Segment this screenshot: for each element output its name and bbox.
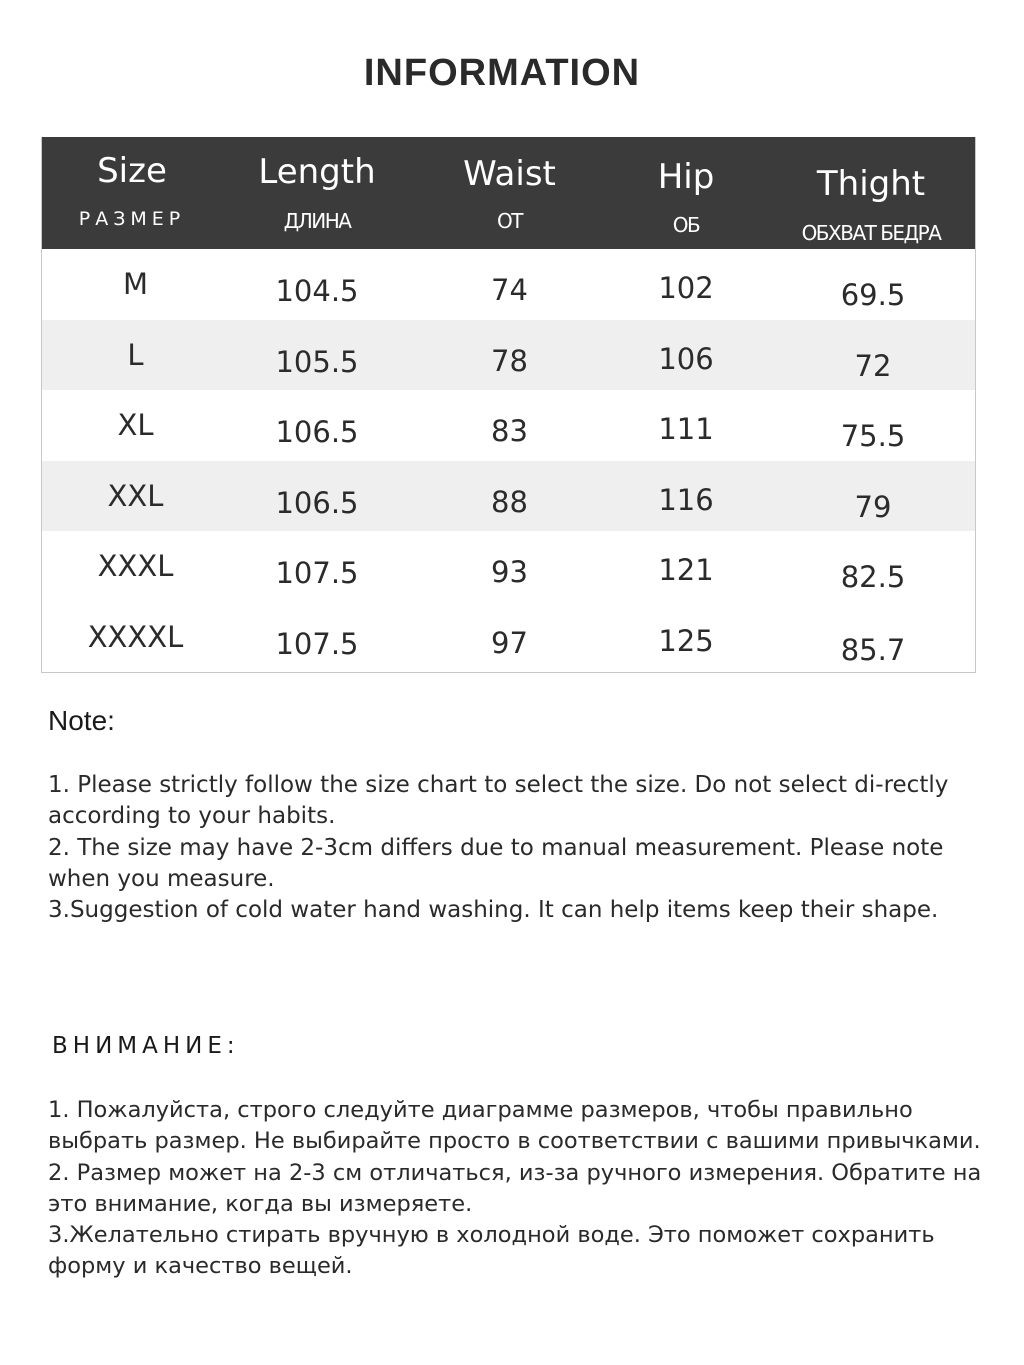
cell-size: M: [122, 267, 149, 301]
note-list: [48, 770, 978, 926]
cell-waist: 83: [491, 414, 528, 448]
cell-hip: 116: [658, 482, 714, 517]
note-item: 1. Please strictly follow the size chart to select the size. Do not select di-rectly according to your habits.: [48, 772, 949, 830]
cell-size: XXL: [107, 478, 164, 513]
cell-thight: 69.5: [840, 278, 906, 312]
ru-note-heading: ВНИМАНИЕ:: [52, 1033, 240, 1059]
ru-note-item: 3.Желательно стирать вручную в холодной воде. Это поможет сохранить форму и качество вещей.: [48, 1222, 935, 1280]
table-row: [42, 390, 975, 461]
header-size-label: Size: [97, 151, 167, 191]
note-heading: Note:: [48, 705, 115, 736]
cell-length: 107.5: [275, 626, 359, 661]
table-row: [42, 531, 975, 602]
header-waist-label: Waist: [463, 154, 556, 194]
header-hip-sublabel: ОБ: [672, 213, 700, 237]
header-length-sublabel: ДЛИНА: [283, 209, 351, 233]
cell-thight: 75.5: [840, 419, 906, 453]
cell-thight: 72: [854, 348, 892, 383]
cell-length: 106.5: [275, 485, 359, 520]
table-row: [42, 602, 975, 673]
header-waist: [412, 137, 607, 249]
header-length: [222, 137, 412, 249]
cell-hip: 106: [658, 341, 714, 376]
size-table: [41, 137, 976, 673]
cell-size: XXXL: [97, 549, 174, 583]
table-row: [42, 249, 975, 320]
ru-note-item: 1. Пожалуйста, строго следуйте диаграмме размеров, чтобы правильно выбрать размер. Не выбирайте просто в соответствии с вашими привычками.: [48, 1097, 981, 1155]
ru-note-item: 2. Размер может на 2-3 см отличаться, из-за ручного измерения. Обратите на это внимание, когда вы измеряете.: [48, 1159, 982, 1217]
header-hip-label: Hip: [657, 157, 715, 197]
page-title: INFORMATION: [363, 52, 641, 94]
table-row: [42, 461, 975, 532]
header-length-label: Length: [258, 152, 376, 192]
cell-thight: 79: [854, 489, 892, 524]
note-item: 2. The size may have 2-3cm differs due to manual measurement. Please note when you measure.: [48, 834, 944, 892]
cell-waist: 78: [491, 343, 528, 378]
cell-hip: 121: [658, 553, 714, 587]
header-size-sublabel: РАЗМЕР: [78, 208, 186, 230]
cell-thight: 85.7: [840, 632, 906, 667]
cell-waist: 97: [491, 625, 528, 660]
cell-hip: 102: [658, 271, 714, 305]
header-thight: [765, 137, 977, 249]
cell-length: 107.5: [275, 556, 359, 590]
ru-note-list: [48, 1095, 988, 1283]
cell-waist: 88: [491, 484, 528, 519]
cell-length: 105.5: [275, 344, 359, 379]
table-row: [42, 320, 975, 391]
cell-waist: 93: [491, 555, 528, 589]
cell-waist: 74: [491, 273, 528, 307]
cell-length: 106.5: [275, 415, 359, 449]
header-thight-sublabel: ОБХВАТ БЕДРА: [801, 221, 941, 245]
cell-hip: 111: [658, 412, 714, 446]
cell-size: L: [127, 337, 144, 372]
header-thight-label: Thight: [816, 164, 926, 204]
cell-size: XXXXL: [87, 619, 184, 654]
header-waist-sublabel: ОТ: [497, 209, 522, 233]
note-item: 3.Suggestion of cold water hand washing. It can help items keep their shape.: [48, 897, 939, 924]
cell-size: XL: [117, 408, 154, 442]
table-header: [42, 137, 975, 249]
cell-length: 104.5: [275, 274, 359, 308]
cell-thight: 82.5: [840, 560, 906, 594]
header-size: [42, 137, 222, 249]
cell-hip: 125: [658, 623, 714, 658]
header-hip: [607, 137, 765, 249]
